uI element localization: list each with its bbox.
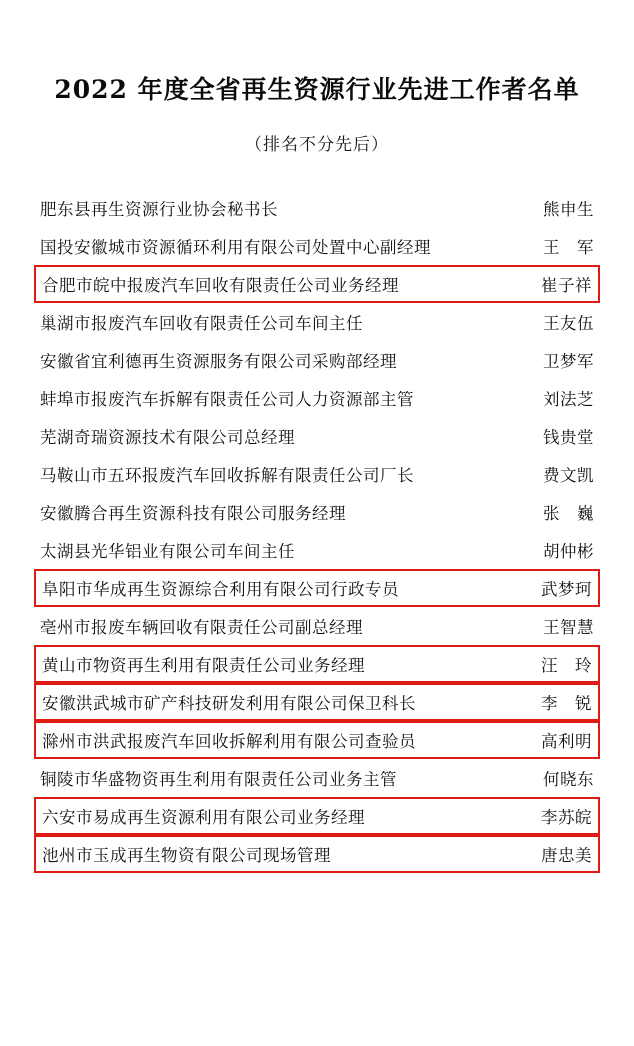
awardee-position: 太湖县光华铝业有限公司车间主任 (40, 542, 295, 561)
list-item (34, 455, 600, 493)
awardee-name: 李苏皖 (541, 808, 592, 827)
awardee-position: 芜湖奇瑞资源技术有限公司总经理 (40, 428, 295, 447)
list-item (34, 341, 600, 379)
awardee-name: 刘法芝 (543, 390, 594, 409)
list-item (34, 797, 600, 835)
list-item (34, 607, 600, 645)
awardee-name: 费文凯 (543, 466, 594, 485)
list-item (34, 531, 600, 569)
list-item (34, 189, 600, 227)
awardee-position: 巢湖市报废汽车回收有限责任公司车间主任 (40, 314, 363, 333)
awardee-name: 胡仲彬 (543, 542, 594, 561)
awardee-position: 安徽洪武城市矿产科技研发利用有限公司保卫科长 (42, 694, 416, 713)
list-item (34, 721, 600, 759)
awardee-name: 王友伍 (543, 314, 594, 333)
awardee-position: 肥东县再生资源行业协会秘书长 (40, 200, 278, 219)
awardee-name: 王 军 (543, 238, 594, 257)
awardee-name: 唐忠美 (541, 846, 592, 865)
awardee-name: 汪 玲 (541, 656, 592, 675)
awardee-position: 阜阳市华成再生资源综合利用有限公司行政专员 (42, 580, 399, 599)
awardee-name: 钱贵堂 (543, 428, 594, 447)
list-item (34, 303, 600, 341)
list-item (34, 835, 600, 873)
page-subtitle: （排名不分先后） (245, 135, 389, 155)
list-item (34, 265, 600, 303)
list-item (34, 493, 600, 531)
awardee-name: 李 锐 (541, 694, 592, 713)
list-item (34, 379, 600, 417)
awardee-position: 安徽省宜利德再生资源服务有限公司采购部经理 (40, 352, 397, 371)
list-item (34, 417, 600, 455)
awardee-name: 崔子祥 (541, 276, 592, 295)
awardee-name: 张 巍 (543, 504, 594, 523)
awardee-position: 合肥市皖中报废汽车回收有限责任公司业务经理 (42, 276, 399, 295)
awardee-position: 滁州市洪武报废汽车回收拆解利用有限公司查验员 (42, 732, 416, 751)
awardee-name: 武梦珂 (541, 580, 592, 599)
awardee-name: 何晓东 (543, 770, 594, 789)
awardee-name: 熊申生 (543, 200, 594, 219)
awardee-position: 池州市玉成再生物资有限公司现场管理 (42, 846, 331, 865)
list-item (34, 759, 600, 797)
awardee-position: 黄山市物资再生利用有限责任公司业务经理 (42, 656, 365, 675)
awardee-position: 国投安徽城市资源循环利用有限公司处置中心副经理 (40, 238, 431, 257)
awardee-position: 蚌埠市报废汽车拆解有限责任公司人力资源部主管 (40, 390, 414, 409)
list-item (34, 645, 600, 683)
awardee-position: 安徽腾合再生资源科技有限公司服务经理 (40, 504, 346, 523)
awardee-name: 卫梦军 (543, 352, 594, 371)
awardee-list (34, 189, 600, 873)
list-item (34, 683, 600, 721)
awardee-position: 铜陵市华盛物资再生利用有限责任公司业务主管 (40, 770, 397, 789)
awardee-position: 亳州市报废车辆回收有限责任公司副总经理 (40, 618, 363, 637)
awardee-position: 马鞍山市五环报废汽车回收拆解有限责任公司厂长 (40, 466, 414, 485)
awardee-name: 高利明 (541, 732, 592, 751)
page-title: 2022 年度全省再生资源行业先进工作者名单 (54, 75, 580, 104)
list-item (34, 227, 600, 265)
document-page (0, 70, 634, 1046)
awardee-position: 六安市易成再生资源利用有限公司业务经理 (42, 808, 365, 827)
list-item (34, 569, 600, 607)
awardee-name: 王智慧 (543, 618, 594, 637)
